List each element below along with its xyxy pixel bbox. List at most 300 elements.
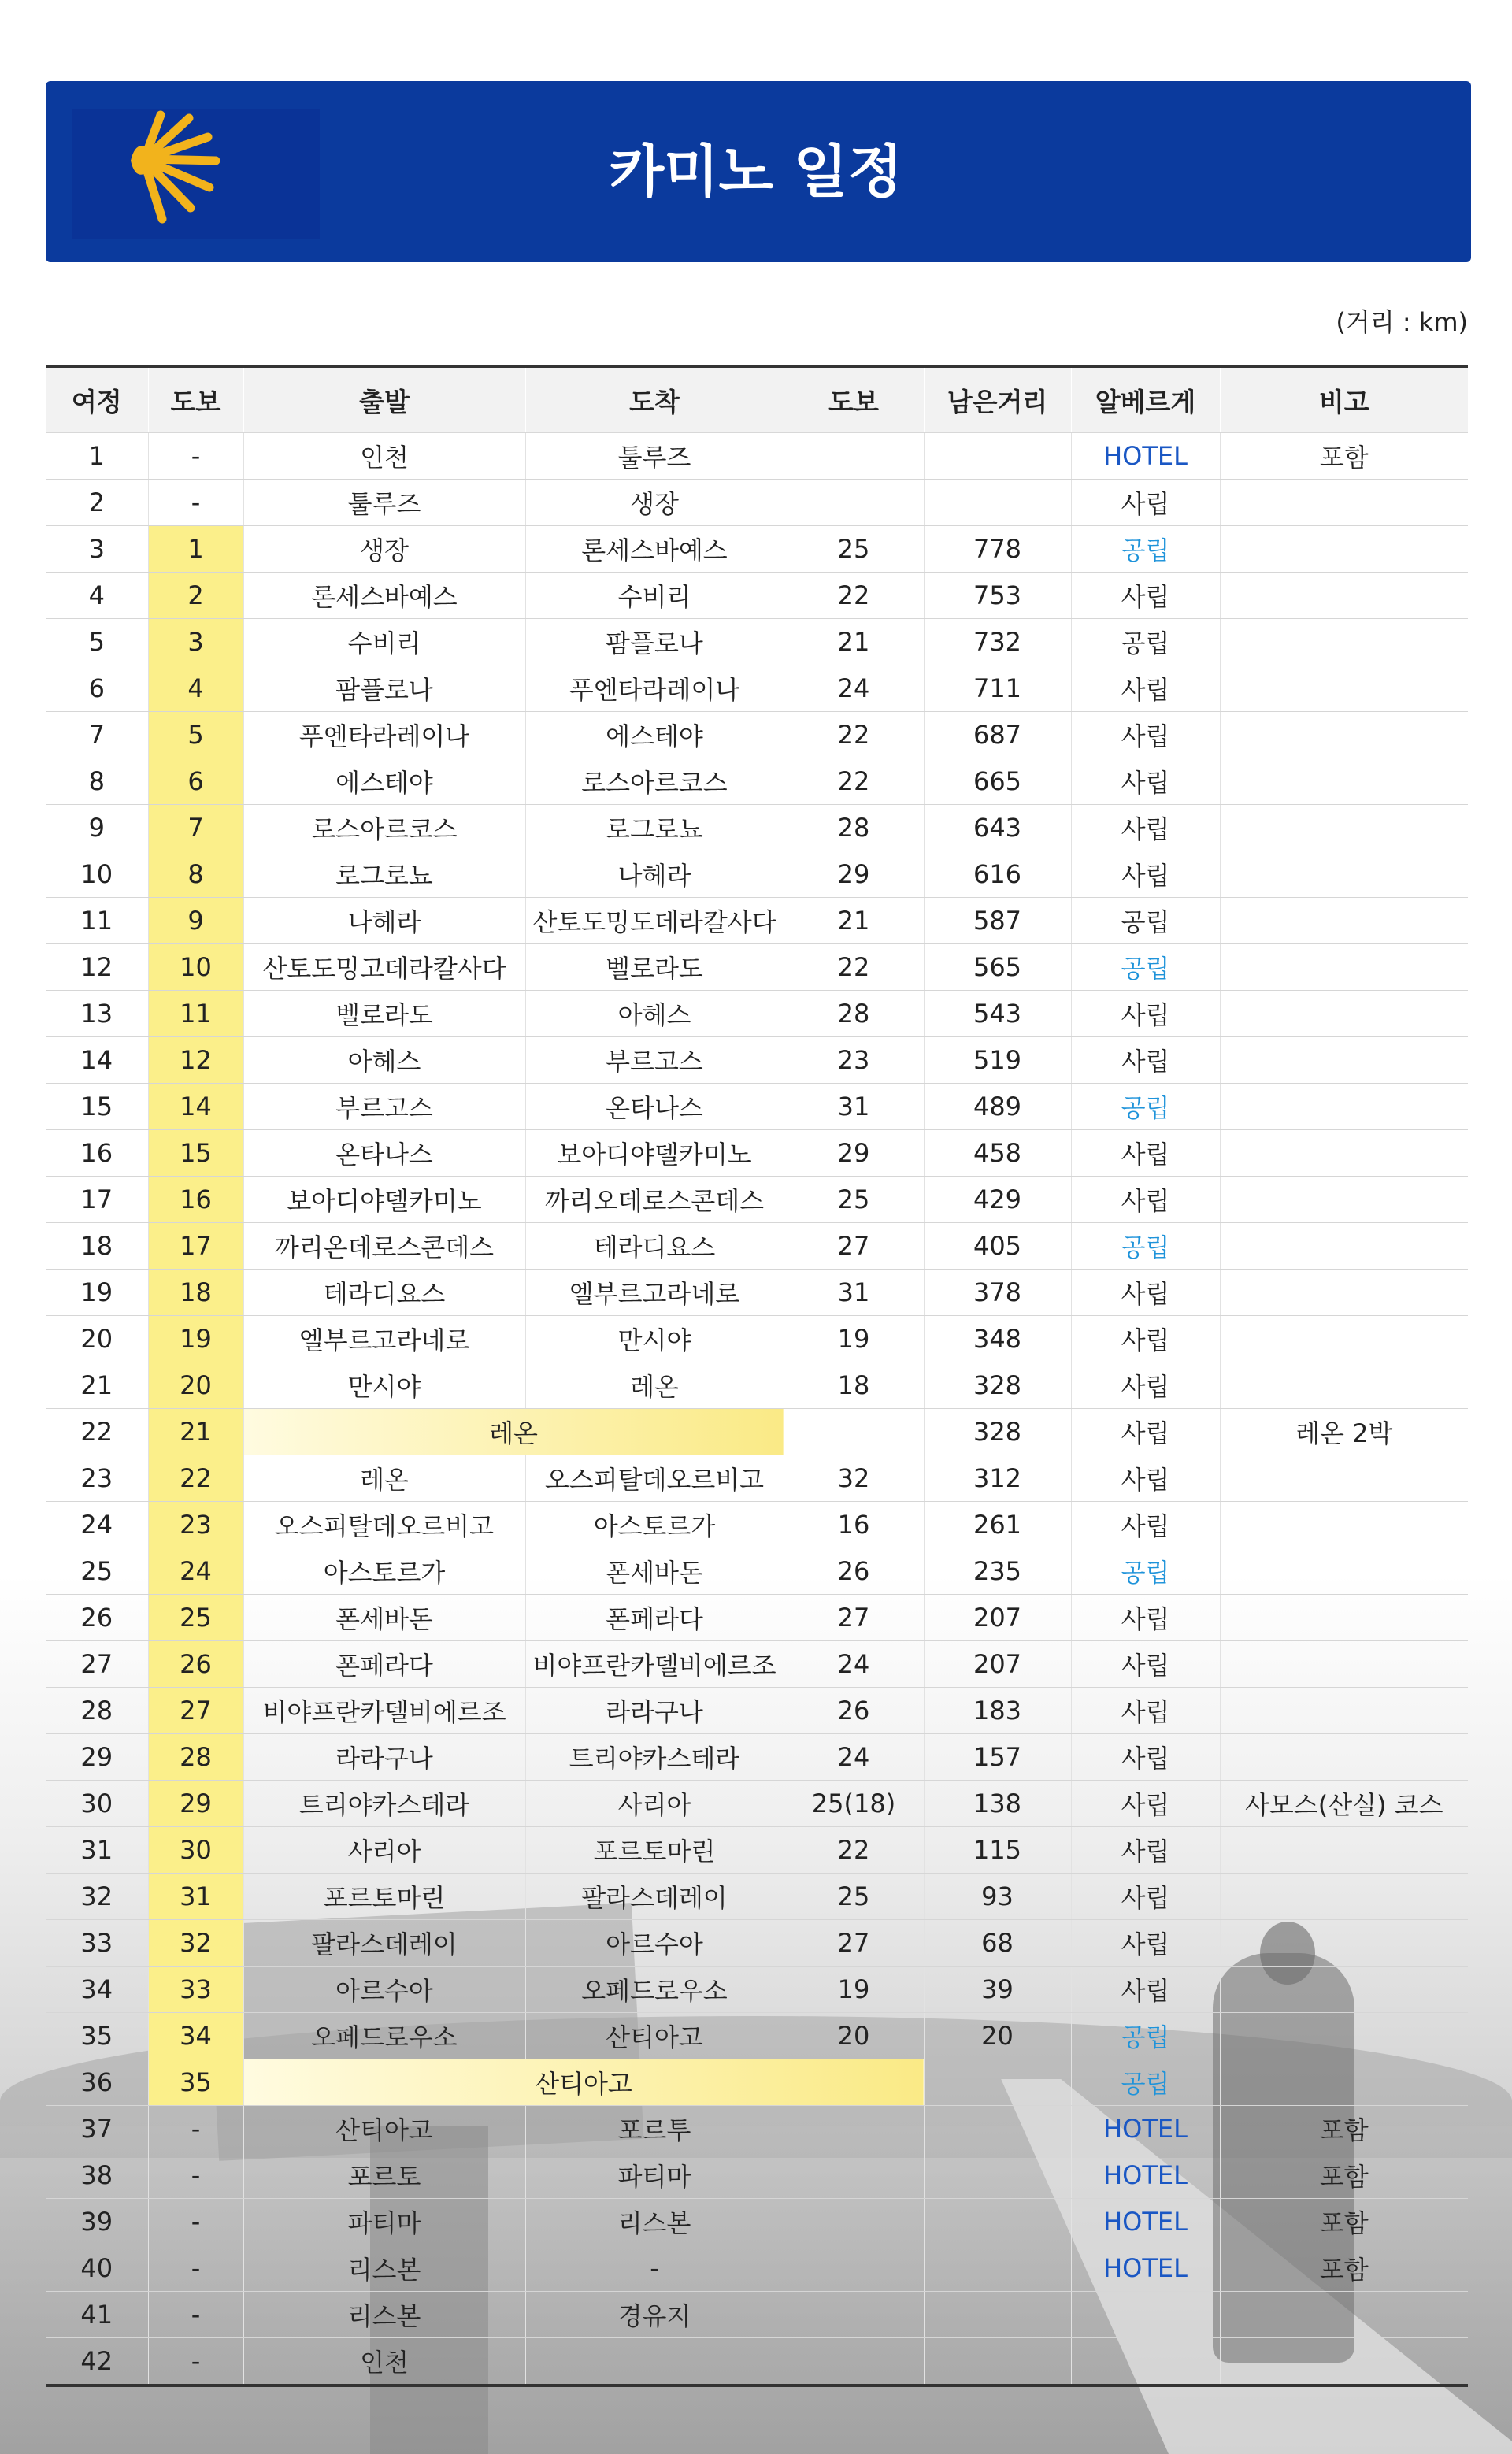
- note-cell: [1220, 1037, 1468, 1084]
- table-row: [46, 991, 1468, 1037]
- walk-distance-cell: 19: [784, 1967, 924, 2013]
- arrival-cell: 오페드로우소: [525, 1967, 784, 2013]
- arrival-cell: 테라디요스: [525, 1223, 784, 1270]
- day-cell: 17: [46, 1177, 148, 1223]
- departure-cell: 산티아고: [243, 2106, 525, 2152]
- note-cell: [1220, 665, 1468, 712]
- day-cell: 35: [46, 2013, 148, 2059]
- table-row: [46, 2013, 1468, 2059]
- albergue-cell: 사립: [1071, 1362, 1220, 1409]
- table-row: [46, 2059, 1468, 2106]
- table-row: [46, 2199, 1468, 2245]
- walk-day-cell: 20: [148, 1362, 243, 1409]
- albergue-cell: 공립: [1071, 898, 1220, 944]
- walk-distance-cell: 26: [784, 1688, 924, 1734]
- day-cell: 2: [46, 480, 148, 526]
- arrival-cell: 레온: [525, 1362, 784, 1409]
- albergue-cell: 사립: [1071, 758, 1220, 805]
- walk-distance-cell: 27: [784, 1595, 924, 1641]
- walk-day-cell: 15: [148, 1130, 243, 1177]
- walk-distance-cell: 21: [784, 619, 924, 665]
- day-cell: 6: [46, 665, 148, 712]
- day-cell: 40: [46, 2245, 148, 2292]
- departure-cell: 에스테야: [243, 758, 525, 805]
- walk-day-cell: -: [148, 2152, 243, 2199]
- note-cell: [1220, 944, 1468, 991]
- departure-cell: 리스본: [243, 2245, 525, 2292]
- walk-distance-cell: 22: [784, 573, 924, 619]
- walk-distance-cell: 24: [784, 1641, 924, 1688]
- day-cell: 3: [46, 526, 148, 573]
- day-cell: 8: [46, 758, 148, 805]
- remaining-distance-cell: 348: [924, 1316, 1071, 1362]
- walk-distance-cell: 22: [784, 944, 924, 991]
- arrival-cell: 사리아: [525, 1781, 784, 1827]
- departure-cell: 사리아: [243, 1827, 525, 1874]
- albergue-cell: 사립: [1071, 805, 1220, 851]
- table-row: [46, 433, 1468, 480]
- remaining-distance-cell: 711: [924, 665, 1071, 712]
- albergue-cell: 사립: [1071, 1595, 1220, 1641]
- arrival-cell: 온타나스: [525, 1084, 784, 1130]
- arrival-cell: 에스테야: [525, 712, 784, 758]
- column-header-arrival: 도착: [525, 366, 784, 433]
- arrival-cell: [525, 2338, 784, 2386]
- note-cell: [1220, 758, 1468, 805]
- departure-cell: 아헤스: [243, 1037, 525, 1084]
- note-cell: 사모스(산실) 코스: [1220, 1781, 1468, 1827]
- walk-distance-cell: 22: [784, 758, 924, 805]
- table-row: [46, 2106, 1468, 2152]
- remaining-distance-cell: 643: [924, 805, 1071, 851]
- walk-distance-cell: 26: [784, 1548, 924, 1595]
- departure-cell: 인천: [243, 433, 525, 480]
- walk-day-cell: 17: [148, 1223, 243, 1270]
- note-cell: [1220, 573, 1468, 619]
- remaining-distance-cell: 138: [924, 1781, 1071, 1827]
- note-cell: [1220, 712, 1468, 758]
- table-row: [46, 1177, 1468, 1223]
- remaining-distance-cell: [924, 2292, 1071, 2338]
- walk-day-cell: 10: [148, 944, 243, 991]
- albergue-cell: 사립: [1071, 1316, 1220, 1362]
- note-cell: [1220, 1084, 1468, 1130]
- albergue-cell: 사립: [1071, 1037, 1220, 1084]
- walk-day-cell: -: [148, 2106, 243, 2152]
- arrival-cell: 보아디야델카미노: [525, 1130, 784, 1177]
- albergue-cell: 사립: [1071, 1270, 1220, 1316]
- walk-distance-cell: 31: [784, 1084, 924, 1130]
- departure-cell: 엘부르고라네로: [243, 1316, 525, 1362]
- albergue-cell: 사립: [1071, 1641, 1220, 1688]
- note-cell: [1220, 1827, 1468, 1874]
- day-cell: 9: [46, 805, 148, 851]
- table-row: [46, 1688, 1468, 1734]
- note-cell: [1220, 1548, 1468, 1595]
- note-cell: [1220, 1177, 1468, 1223]
- walk-day-cell: 33: [148, 1967, 243, 2013]
- table-row: [46, 619, 1468, 665]
- remaining-distance-cell: 429: [924, 1177, 1071, 1223]
- day-cell: 20: [46, 1316, 148, 1362]
- arrival-cell: 산티아고: [525, 2013, 784, 2059]
- walk-distance-cell: 29: [784, 851, 924, 898]
- arrival-cell: 아르수아: [525, 1920, 784, 1967]
- albergue-cell: 사립: [1071, 1920, 1220, 1967]
- table-row: [46, 1920, 1468, 1967]
- remaining-distance-cell: [924, 2152, 1071, 2199]
- albergue-cell: 사립: [1071, 1688, 1220, 1734]
- day-cell: 5: [46, 619, 148, 665]
- note-cell: [1220, 2013, 1468, 2059]
- albergue-cell: 사립: [1071, 1177, 1220, 1223]
- note-cell: [1220, 991, 1468, 1037]
- departure-cell: 비야프란카델비에르조: [243, 1688, 525, 1734]
- arrival-cell: 파티마: [525, 2152, 784, 2199]
- note-cell: 레온 2박: [1220, 1409, 1468, 1455]
- departure-cell: 트리야카스테라: [243, 1781, 525, 1827]
- note-cell: [1220, 1688, 1468, 1734]
- departure-cell: 포르토마린: [243, 1874, 525, 1920]
- note-cell: [1220, 2292, 1468, 2338]
- note-cell: [1220, 619, 1468, 665]
- day-cell: 22: [46, 1409, 148, 1455]
- day-cell: 16: [46, 1130, 148, 1177]
- table-row: [46, 1874, 1468, 1920]
- remaining-distance-cell: 458: [924, 1130, 1071, 1177]
- albergue-cell: HOTEL: [1071, 2199, 1220, 2245]
- day-cell: 1: [46, 433, 148, 480]
- note-cell: [1220, 1130, 1468, 1177]
- day-cell: 34: [46, 1967, 148, 2013]
- note-cell: [1220, 898, 1468, 944]
- table-row: [46, 2292, 1468, 2338]
- albergue-cell: 공립: [1071, 619, 1220, 665]
- arrival-cell: 라라구나: [525, 1688, 784, 1734]
- walk-distance-cell: [784, 2292, 924, 2338]
- walk-distance-cell: 32: [784, 1455, 924, 1502]
- albergue-cell: 공립: [1071, 1223, 1220, 1270]
- day-cell: 15: [46, 1084, 148, 1130]
- arrival-cell: 산토도밍도데라칼사다: [525, 898, 784, 944]
- column-header-day: 여정: [46, 366, 148, 433]
- day-cell: 11: [46, 898, 148, 944]
- day-cell: 26: [46, 1595, 148, 1641]
- walk-distance-cell: 31: [784, 1270, 924, 1316]
- table-row: [46, 1316, 1468, 1362]
- remaining-distance-cell: [924, 2106, 1071, 2152]
- departure-cell: 아스토르가: [243, 1548, 525, 1595]
- remaining-distance-cell: 93: [924, 1874, 1071, 1920]
- arrival-cell: 로스아르코스: [525, 758, 784, 805]
- arrival-cell: 리스본: [525, 2199, 784, 2245]
- departure-cell: 툴루즈: [243, 480, 525, 526]
- albergue-cell: 공립: [1071, 526, 1220, 573]
- walk-distance-cell: [784, 2199, 924, 2245]
- walk-distance-cell: [784, 2338, 924, 2386]
- walk-distance-cell: [784, 2152, 924, 2199]
- distance-unit-note: (거리 : km): [1336, 307, 1468, 337]
- departure-cell: 벨로라도: [243, 991, 525, 1037]
- arrival-cell: 아헤스: [525, 991, 784, 1037]
- note-cell: [1220, 1874, 1468, 1920]
- arrival-cell: 까리오데로스콘데스: [525, 1177, 784, 1223]
- albergue-cell: 사립: [1071, 1781, 1220, 1827]
- albergue-cell: 사립: [1071, 1409, 1220, 1455]
- walk-day-cell: 35: [148, 2059, 243, 2106]
- walk-distance-cell: 22: [784, 712, 924, 758]
- note-cell: [1220, 1270, 1468, 1316]
- remaining-distance-cell: 378: [924, 1270, 1071, 1316]
- walk-distance-cell: 22: [784, 1827, 924, 1874]
- column-header-albergue: 알베르게: [1071, 366, 1220, 433]
- table-row: [46, 758, 1468, 805]
- arrival-cell: 만시야: [525, 1316, 784, 1362]
- table-row: [46, 526, 1468, 573]
- arrival-cell: 비야프란카델비에르조: [525, 1641, 784, 1688]
- remaining-distance-cell: 183: [924, 1688, 1071, 1734]
- walk-distance-cell: 23: [784, 1037, 924, 1084]
- walk-distance-cell: [784, 480, 924, 526]
- arrival-cell: 생장: [525, 480, 784, 526]
- walk-distance-cell: 27: [784, 1920, 924, 1967]
- arrival-cell: 팔라스데레이: [525, 1874, 784, 1920]
- table-row: [46, 665, 1468, 712]
- remaining-distance-cell: [924, 480, 1071, 526]
- arrival-cell: 포르토마린: [525, 1827, 784, 1874]
- walk-day-cell: 25: [148, 1595, 243, 1641]
- table-row: [46, 2338, 1468, 2386]
- albergue-cell: 사립: [1071, 1130, 1220, 1177]
- albergue-cell: HOTEL: [1071, 433, 1220, 480]
- day-cell: 33: [46, 1920, 148, 1967]
- walk-day-cell: 4: [148, 665, 243, 712]
- remaining-distance-cell: 489: [924, 1084, 1071, 1130]
- remaining-distance-cell: 235: [924, 1548, 1071, 1595]
- walk-day-cell: 19: [148, 1316, 243, 1362]
- table-header-row: [46, 366, 1468, 433]
- note-cell: 포함: [1220, 2152, 1468, 2199]
- day-cell: 29: [46, 1734, 148, 1781]
- albergue-cell: 사립: [1071, 1455, 1220, 1502]
- note-cell: [1220, 1920, 1468, 1967]
- walk-distance-cell: [784, 2245, 924, 2292]
- table-row: [46, 2245, 1468, 2292]
- note-cell: [1220, 1641, 1468, 1688]
- albergue-cell: 사립: [1071, 573, 1220, 619]
- walk-day-cell: -: [148, 433, 243, 480]
- walk-distance-cell: 18: [784, 1362, 924, 1409]
- remaining-distance-cell: 778: [924, 526, 1071, 573]
- departure-cell: 오페드로우소: [243, 2013, 525, 2059]
- walk-day-cell: 12: [148, 1037, 243, 1084]
- remaining-distance-cell: 328: [924, 1409, 1071, 1455]
- departure-cell: 까리온데로스콘데스: [243, 1223, 525, 1270]
- remaining-distance-cell: 68: [924, 1920, 1071, 1967]
- table-row: [46, 1409, 1468, 1455]
- column-header-departure: 출발: [243, 366, 525, 433]
- day-cell: 7: [46, 712, 148, 758]
- walk-distance-cell: 25: [784, 526, 924, 573]
- day-cell: 19: [46, 1270, 148, 1316]
- arrival-cell: 폰세바돈: [525, 1548, 784, 1595]
- rest-day-cell: 레온: [243, 1409, 784, 1455]
- albergue-cell: 사립: [1071, 991, 1220, 1037]
- albergue-cell: 사립: [1071, 665, 1220, 712]
- remaining-distance-cell: 753: [924, 573, 1071, 619]
- page-title: 카미노 일정: [609, 139, 903, 205]
- day-cell: 28: [46, 1688, 148, 1734]
- walk-day-cell: 21: [148, 1409, 243, 1455]
- table-row: [46, 1641, 1468, 1688]
- albergue-cell: 사립: [1071, 712, 1220, 758]
- remaining-distance-cell: 587: [924, 898, 1071, 944]
- walk-day-cell: 11: [148, 991, 243, 1037]
- arrival-cell: 포르투: [525, 2106, 784, 2152]
- note-cell: [1220, 526, 1468, 573]
- day-cell: 41: [46, 2292, 148, 2338]
- departure-cell: 로스아르코스: [243, 805, 525, 851]
- albergue-cell: 사립: [1071, 1827, 1220, 1874]
- walk-day-cell: 31: [148, 1874, 243, 1920]
- column-header-walk-day: 도보: [148, 366, 243, 433]
- walk-day-cell: -: [148, 480, 243, 526]
- departure-cell: 라라구나: [243, 1734, 525, 1781]
- walk-day-cell: 23: [148, 1502, 243, 1548]
- day-cell: 18: [46, 1223, 148, 1270]
- albergue-cell: 공립: [1071, 944, 1220, 991]
- remaining-distance-cell: 207: [924, 1641, 1071, 1688]
- departure-cell: 수비리: [243, 619, 525, 665]
- remaining-distance-cell: 207: [924, 1595, 1071, 1641]
- walk-day-cell: 7: [148, 805, 243, 851]
- walk-distance-cell: [784, 2106, 924, 2152]
- walk-day-cell: 18: [148, 1270, 243, 1316]
- arrival-cell: 오스피탈데오르비고: [525, 1455, 784, 1502]
- albergue-cell: 사립: [1071, 1967, 1220, 2013]
- albergue-cell: HOTEL: [1071, 2152, 1220, 2199]
- column-header-walk-distance: 도보: [784, 366, 924, 433]
- arrival-cell: 트리야카스테라: [525, 1734, 784, 1781]
- note-cell: [1220, 2338, 1468, 2386]
- walk-distance-cell: 19: [784, 1316, 924, 1362]
- day-cell: 12: [46, 944, 148, 991]
- walk-day-cell: 24: [148, 1548, 243, 1595]
- departure-cell: 폰세바돈: [243, 1595, 525, 1641]
- walk-distance-cell: 25: [784, 1177, 924, 1223]
- note-cell: [1220, 1595, 1468, 1641]
- walk-day-cell: -: [148, 2245, 243, 2292]
- walk-distance-cell: 21: [784, 898, 924, 944]
- remaining-distance-cell: [924, 2059, 1071, 2106]
- day-cell: 4: [46, 573, 148, 619]
- note-cell: [1220, 2059, 1468, 2106]
- walk-day-cell: 27: [148, 1688, 243, 1734]
- departure-cell: 리스본: [243, 2292, 525, 2338]
- note-cell: 포함: [1220, 433, 1468, 480]
- table-row: [46, 1781, 1468, 1827]
- remaining-distance-cell: 519: [924, 1037, 1071, 1084]
- albergue-cell: 사립: [1071, 480, 1220, 526]
- walk-day-cell: 26: [148, 1641, 243, 1688]
- day-cell: 32: [46, 1874, 148, 1920]
- walk-distance-cell: [784, 1409, 924, 1455]
- walk-distance-cell: 25(18): [784, 1781, 924, 1827]
- walk-day-cell: 3: [148, 619, 243, 665]
- note-cell: [1220, 1502, 1468, 1548]
- arrival-day-cell: 산티아고: [243, 2059, 924, 2106]
- remaining-distance-cell: 405: [924, 1223, 1071, 1270]
- arrival-cell: 부르고스: [525, 1037, 784, 1084]
- arrival-cell: 푸엔타라레이나: [525, 665, 784, 712]
- remaining-distance-cell: 543: [924, 991, 1071, 1037]
- departure-cell: 생장: [243, 526, 525, 573]
- departure-cell: 폰페라다: [243, 1641, 525, 1688]
- departure-cell: 보아디야델카미노: [243, 1177, 525, 1223]
- departure-cell: 나헤라: [243, 898, 525, 944]
- walk-distance-cell: 28: [784, 991, 924, 1037]
- day-cell: 25: [46, 1548, 148, 1595]
- day-cell: 21: [46, 1362, 148, 1409]
- table-row: [46, 1967, 1468, 2013]
- arrival-cell: 벨로라도: [525, 944, 784, 991]
- walk-distance-cell: 27: [784, 1223, 924, 1270]
- table-row: [46, 480, 1468, 526]
- table-row: [46, 573, 1468, 619]
- departure-cell: 팜플로나: [243, 665, 525, 712]
- albergue-cell: 공립: [1071, 2013, 1220, 2059]
- departure-cell: 레온: [243, 1455, 525, 1502]
- albergue-cell: HOTEL: [1071, 2106, 1220, 2152]
- walk-day-cell: 8: [148, 851, 243, 898]
- table-row: [46, 1595, 1468, 1641]
- table-row: [46, 851, 1468, 898]
- walk-distance-cell: 16: [784, 1502, 924, 1548]
- albergue-cell: HOTEL: [1071, 2245, 1220, 2292]
- departure-cell: 팔라스데레이: [243, 1920, 525, 1967]
- albergue-cell: [1071, 2292, 1220, 2338]
- albergue-cell: 공립: [1071, 2059, 1220, 2106]
- table-row: [46, 2152, 1468, 2199]
- walk-day-cell: 6: [148, 758, 243, 805]
- day-cell: 42: [46, 2338, 148, 2386]
- arrival-cell: 팜플로나: [525, 619, 784, 665]
- arrival-cell: 폰페라다: [525, 1595, 784, 1641]
- departure-cell: 산토도밍고데라칼사다: [243, 944, 525, 991]
- arrival-cell: 로그로뇨: [525, 805, 784, 851]
- column-header-remaining-distance: 남은거리: [924, 366, 1071, 433]
- note-cell: [1220, 851, 1468, 898]
- note-cell: [1220, 1362, 1468, 1409]
- walk-day-cell: 30: [148, 1827, 243, 1874]
- walk-day-cell: 2: [148, 573, 243, 619]
- table-row: [46, 898, 1468, 944]
- note-cell: [1220, 805, 1468, 851]
- itinerary-table: [46, 365, 1468, 2387]
- departure-cell: 테라디요스: [243, 1270, 525, 1316]
- departure-cell: 인천: [243, 2338, 525, 2386]
- departure-cell: 론세스바예스: [243, 573, 525, 619]
- remaining-distance-cell: 312: [924, 1455, 1071, 1502]
- remaining-distance-cell: 732: [924, 619, 1071, 665]
- table-row: [46, 1362, 1468, 1409]
- departure-cell: 로그로뇨: [243, 851, 525, 898]
- remaining-distance-cell: 565: [924, 944, 1071, 991]
- note-cell: 포함: [1220, 2199, 1468, 2245]
- arrival-cell: 수비리: [525, 573, 784, 619]
- table-row: [46, 712, 1468, 758]
- note-cell: 포함: [1220, 2106, 1468, 2152]
